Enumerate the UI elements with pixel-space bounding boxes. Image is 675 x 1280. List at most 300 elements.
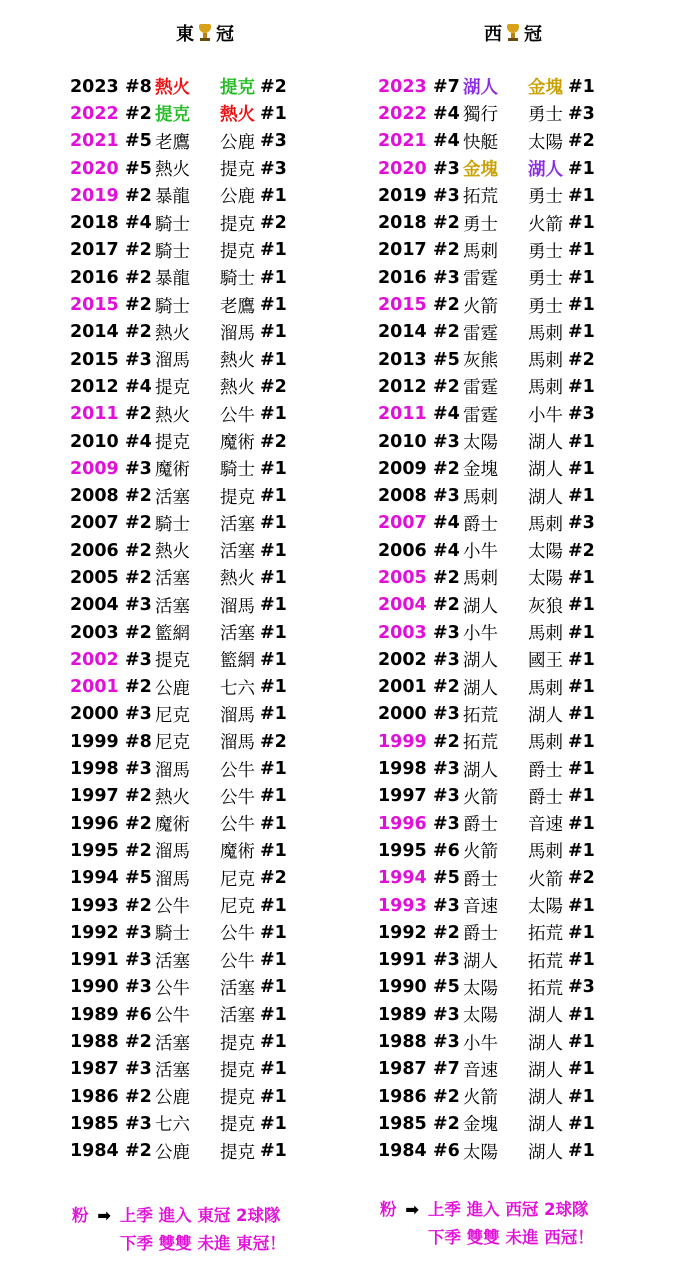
row-team-1: 火箭 — [463, 787, 498, 808]
row-team-2: 太陽 — [528, 569, 563, 590]
row-year: 2010 — [378, 431, 427, 452]
row-year: 1986 — [70, 1086, 119, 1107]
row-rank-2: #1 — [568, 267, 595, 288]
row-year: 1989 — [378, 1004, 427, 1025]
arrow-right-icon: ➡ — [405, 1200, 420, 1219]
row-rank-2: #1 — [568, 759, 595, 780]
row-team-1: 籃網 — [155, 624, 190, 645]
row-team-2: 公牛 — [220, 405, 255, 426]
table-row — [378, 646, 598, 673]
row-team-2: 騎士 — [220, 269, 255, 290]
row-team-1: 公牛 — [155, 897, 190, 918]
row-team-2: 湖人 — [528, 460, 563, 481]
table-row — [378, 564, 598, 591]
row-rank: #2 — [433, 731, 460, 752]
table-row — [70, 619, 290, 646]
row-rank: #3 — [433, 267, 460, 288]
row-rank: #2 — [125, 322, 152, 343]
table-row — [378, 237, 598, 264]
row-rank-2: #1 — [260, 677, 287, 698]
row-team-2: 勇士 — [528, 269, 563, 290]
table-row — [70, 455, 290, 482]
table-row — [70, 592, 290, 619]
row-team-2: 拓荒 — [528, 978, 563, 999]
row-year: 2000 — [378, 704, 427, 725]
row-team-1: 魔術 — [155, 460, 190, 481]
row-team-1: 提克 — [155, 378, 190, 399]
row-rank-2: #1 — [568, 786, 595, 807]
table-row — [70, 755, 290, 782]
row-year: 2022 — [378, 103, 427, 124]
row-team-2: 老鷹 — [220, 296, 255, 317]
table-row — [378, 810, 598, 837]
row-rank-2: #1 — [260, 1086, 287, 1107]
row-rank: #2 — [433, 677, 460, 698]
row-team-1: 熱火 — [155, 405, 190, 426]
row-year: 2005 — [378, 567, 427, 588]
row-year: 1992 — [378, 922, 427, 943]
row-team-2: 拓荒 — [528, 924, 563, 945]
row-team-1: 湖人 — [463, 760, 498, 781]
row-rank: #2 — [125, 840, 152, 861]
row-team-2: 火箭 — [528, 214, 563, 235]
row-team-1: 活塞 — [155, 569, 190, 590]
row-team-1: 小牛 — [463, 1033, 498, 1054]
table-row — [70, 264, 290, 291]
row-team-1: 火箭 — [463, 1088, 498, 1109]
row-year: 2005 — [70, 567, 119, 588]
table-row — [70, 1110, 290, 1137]
row-team-1: 公鹿 — [155, 1142, 190, 1163]
row-team-1: 活塞 — [155, 951, 190, 972]
table-row — [378, 701, 598, 728]
row-team-2: 公牛 — [220, 760, 255, 781]
row-rank: #3 — [433, 622, 460, 643]
row-year: 1984 — [70, 1141, 119, 1162]
row-team-1: 提克 — [155, 651, 190, 672]
row-team-1: 湖人 — [463, 651, 498, 672]
row-team-1: 馬刺 — [463, 241, 498, 262]
row-rank: #2 — [125, 1141, 152, 1162]
table-row — [378, 1110, 598, 1137]
row-team-2: 提克 — [220, 214, 255, 235]
row-rank-2: #2 — [260, 731, 287, 752]
row-team-2: 馬刺 — [528, 514, 563, 535]
row-team-2: 爵士 — [528, 760, 563, 781]
table-row — [378, 947, 598, 974]
row-rank-2: #1 — [260, 649, 287, 670]
row-year: 2003 — [378, 622, 427, 643]
row-rank-2: #1 — [260, 950, 287, 971]
row-team-2: 提克 — [220, 160, 255, 181]
row-team-1: 小牛 — [463, 542, 498, 563]
west-footnote-line1 — [380, 1196, 589, 1220]
row-team-2: 魔術 — [220, 842, 255, 863]
table-row — [70, 1001, 290, 1028]
table-row — [70, 564, 290, 591]
row-year: 2014 — [70, 322, 119, 343]
row-rank: #3 — [125, 1059, 152, 1080]
row-team-1: 拓荒 — [463, 733, 498, 754]
row-team-1: 溜馬 — [155, 869, 190, 890]
row-team-1: 公牛 — [155, 1006, 190, 1027]
table-row — [70, 646, 290, 673]
table-row — [378, 264, 598, 291]
row-rank-2: #2 — [260, 213, 287, 234]
row-team-1: 湖人 — [463, 78, 498, 99]
row-year: 1997 — [378, 786, 427, 807]
row-team-2: 溜馬 — [220, 733, 255, 754]
row-year: 2010 — [70, 431, 119, 452]
row-team-1: 活塞 — [155, 487, 190, 508]
table-row — [70, 919, 290, 946]
row-team-1: 熱火 — [155, 787, 190, 808]
table-row — [378, 919, 598, 946]
row-rank: #8 — [125, 76, 152, 97]
row-year: 1988 — [70, 1032, 119, 1053]
row-rank: #2 — [125, 813, 152, 834]
row-rank-2: #1 — [568, 1059, 595, 1080]
row-rank-2: #1 — [260, 622, 287, 643]
row-team-1: 拓荒 — [463, 187, 498, 208]
row-rank-2: #1 — [260, 1032, 287, 1053]
row-team-1: 公牛 — [155, 978, 190, 999]
row-team-1: 快艇 — [463, 132, 498, 153]
row-rank-2: #3 — [568, 404, 595, 425]
row-team-1: 湖人 — [463, 596, 498, 617]
row-rank-2: #1 — [260, 103, 287, 124]
row-team-2: 籃網 — [220, 651, 255, 672]
row-team-2: 太陽 — [528, 542, 563, 563]
row-rank-2: #2 — [568, 349, 595, 370]
row-team-2: 湖人 — [528, 1033, 563, 1054]
row-rank: #8 — [125, 731, 152, 752]
row-rank-2: #1 — [568, 158, 595, 179]
row-team-2: 公牛 — [220, 787, 255, 808]
row-year: 1995 — [378, 840, 427, 861]
row-year: 2017 — [378, 240, 427, 261]
table-row — [70, 209, 290, 236]
row-year: 2016 — [70, 267, 119, 288]
row-year: 1987 — [378, 1059, 427, 1080]
row-year: 1998 — [378, 759, 427, 780]
row-rank-2: #2 — [568, 540, 595, 561]
row-rank: #3 — [433, 649, 460, 670]
row-rank: #3 — [433, 704, 460, 725]
row-rank-2: #1 — [568, 1141, 595, 1162]
table-row — [378, 373, 598, 400]
row-team-2: 國王 — [528, 651, 563, 672]
row-year: 1987 — [70, 1059, 119, 1080]
table-row — [70, 783, 290, 810]
row-team-2: 熱火 — [220, 351, 255, 372]
table-row — [378, 728, 598, 755]
row-rank: #6 — [125, 1004, 152, 1025]
table-row — [70, 947, 290, 974]
row-rank-2: #1 — [568, 895, 595, 916]
row-team-1: 魔術 — [155, 815, 190, 836]
table-row — [70, 1056, 290, 1083]
table-row — [378, 482, 598, 509]
row-year: 1990 — [378, 977, 427, 998]
row-year: 1994 — [378, 868, 427, 889]
table-row — [70, 810, 290, 837]
row-rank-2: #1 — [260, 786, 287, 807]
row-rank: #2 — [125, 1032, 152, 1053]
table-row — [378, 128, 598, 155]
row-team-2: 熱火 — [220, 378, 255, 399]
row-rank-2: #1 — [260, 322, 287, 343]
row-team-2: 溜馬 — [220, 323, 255, 344]
row-rank: #2 — [125, 185, 152, 206]
row-rank-2: #3 — [260, 158, 287, 179]
row-team-1: 騎士 — [155, 214, 190, 235]
table-row — [70, 1028, 290, 1055]
row-rank: #3 — [433, 759, 460, 780]
table-row — [70, 428, 290, 455]
row-team-1: 爵士 — [463, 514, 498, 535]
row-team-2: 溜馬 — [220, 596, 255, 617]
row-rank-2: #1 — [568, 322, 595, 343]
row-rank: #2 — [433, 295, 460, 316]
row-rank-2: #1 — [260, 540, 287, 561]
row-rank-2: #1 — [568, 595, 595, 616]
row-team-2: 提克 — [220, 241, 255, 262]
row-rank-2: #1 — [568, 1004, 595, 1025]
row-team-1: 太陽 — [463, 1006, 498, 1027]
row-rank-2: #2 — [568, 868, 595, 889]
row-team-2: 提克 — [220, 1060, 255, 1081]
row-team-2: 熱火 — [220, 569, 255, 590]
row-rank: #2 — [125, 677, 152, 698]
row-team-2: 湖人 — [528, 487, 563, 508]
west-title-right: 冠 — [524, 24, 542, 45]
row-team-1: 溜馬 — [155, 760, 190, 781]
row-team-1: 拓荒 — [463, 705, 498, 726]
row-rank: #4 — [125, 213, 152, 234]
table-row — [378, 1001, 598, 1028]
row-year: 2001 — [70, 677, 119, 698]
row-team-1: 音速 — [463, 1060, 498, 1081]
table-row — [378, 619, 598, 646]
row-team-2: 溜馬 — [220, 705, 255, 726]
row-team-1: 獨行 — [463, 105, 498, 126]
row-rank-2: #1 — [260, 840, 287, 861]
row-rank: #6 — [433, 840, 460, 861]
table-row — [378, 1056, 598, 1083]
row-year: 2006 — [378, 540, 427, 561]
row-rank-2: #1 — [260, 1113, 287, 1134]
row-year: 2008 — [70, 486, 119, 507]
row-year: 2012 — [378, 376, 427, 397]
row-rank-2: #1 — [568, 950, 595, 971]
row-team-2: 爵士 — [528, 787, 563, 808]
row-team-2: 活塞 — [220, 542, 255, 563]
row-year: 1999 — [70, 731, 119, 752]
table-row — [378, 592, 598, 619]
row-team-1: 公鹿 — [155, 1088, 190, 1109]
row-year: 2018 — [378, 213, 427, 234]
row-team-1: 雷霆 — [463, 405, 498, 426]
row-team-2: 活塞 — [220, 624, 255, 645]
row-team-2: 尼克 — [220, 897, 255, 918]
table-row — [70, 892, 290, 919]
row-team-2: 尼克 — [220, 869, 255, 890]
row-rank-2: #3 — [568, 977, 595, 998]
row-year: 1996 — [378, 813, 427, 834]
row-team-2: 湖人 — [528, 705, 563, 726]
row-team-1: 溜馬 — [155, 842, 190, 863]
table-row — [70, 1138, 290, 1165]
row-team-1: 太陽 — [463, 978, 498, 999]
row-rank: #2 — [125, 267, 152, 288]
row-rank-2: #1 — [260, 704, 287, 725]
row-rank-2: #1 — [568, 1032, 595, 1053]
row-rank: #2 — [433, 595, 460, 616]
row-rank: #3 — [433, 1032, 460, 1053]
row-year: 1993 — [70, 895, 119, 916]
row-year: 2020 — [378, 158, 427, 179]
row-rank: #3 — [433, 813, 460, 834]
row-team-1: 熱火 — [155, 542, 190, 563]
row-rank-2: #1 — [260, 595, 287, 616]
footnote-key: 粉 — [380, 1200, 397, 1219]
table-row — [70, 100, 290, 127]
row-year: 2021 — [70, 131, 119, 152]
row-rank-2: #1 — [568, 458, 595, 479]
row-team-2: 提克 — [220, 487, 255, 508]
row-team-2: 魔術 — [220, 433, 255, 453]
row-year: 1985 — [70, 1113, 119, 1134]
row-team-1: 公鹿 — [155, 678, 190, 699]
table-row — [70, 319, 290, 346]
row-rank: #2 — [125, 622, 152, 643]
row-team-1: 太陽 — [463, 433, 498, 453]
row-rank: #2 — [125, 240, 152, 261]
row-team-2: 馬刺 — [528, 351, 563, 372]
east-title-right: 冠 — [216, 24, 234, 45]
row-team-1: 小牛 — [463, 624, 498, 645]
row-rank: #7 — [433, 1059, 460, 1080]
row-year: 2017 — [70, 240, 119, 261]
row-team-1: 音速 — [463, 897, 498, 918]
row-rank-2: #1 — [568, 677, 595, 698]
row-year: 1989 — [70, 1004, 119, 1025]
row-team-1: 太陽 — [463, 1142, 498, 1163]
row-rank: #5 — [125, 868, 152, 889]
row-rank: #3 — [433, 950, 460, 971]
row-rank-2: #1 — [568, 567, 595, 588]
row-team-1: 騎士 — [155, 514, 190, 535]
row-rank-2: #1 — [260, 977, 287, 998]
row-year: 2001 — [378, 677, 427, 698]
trophy-icon — [506, 23, 520, 43]
row-team-1: 騎士 — [155, 924, 190, 945]
row-team-2: 音速 — [528, 815, 563, 836]
row-team-2: 活塞 — [220, 978, 255, 999]
table-row — [378, 510, 598, 537]
row-rank-2: #1 — [568, 731, 595, 752]
row-year: 1985 — [378, 1113, 427, 1134]
row-rank-2: #1 — [568, 840, 595, 861]
row-rank: #4 — [125, 376, 152, 397]
row-rank: #3 — [125, 704, 152, 725]
table-row — [378, 346, 598, 373]
row-team-1: 金塊 — [463, 1115, 498, 1136]
row-rank-2: #1 — [260, 1141, 287, 1162]
row-year: 2012 — [70, 376, 119, 397]
row-rank: #2 — [433, 322, 460, 343]
row-rank: #2 — [125, 103, 152, 124]
row-team-2: 灰狼 — [528, 596, 563, 617]
row-team-2: 勇士 — [528, 296, 563, 317]
row-rank: #2 — [433, 376, 460, 397]
east-footnote-line2: 下季 雙雙 未進 東冠！ — [120, 1234, 286, 1253]
row-rank-2: #1 — [260, 895, 287, 916]
row-team-1: 尼克 — [155, 733, 190, 754]
table-row — [70, 155, 290, 182]
row-team-2: 提克 — [220, 1115, 255, 1136]
table-row — [378, 428, 598, 455]
table-row — [70, 128, 290, 155]
row-rank-2: #1 — [260, 1004, 287, 1025]
table-row — [378, 755, 598, 782]
row-team-1: 爵士 — [463, 869, 498, 890]
row-team-1: 七六 — [155, 1115, 190, 1136]
row-team-2: 湖人 — [528, 160, 563, 181]
table-row — [70, 974, 290, 1001]
row-year: 2016 — [378, 267, 427, 288]
row-rank-2: #1 — [260, 185, 287, 206]
row-year: 1995 — [70, 840, 119, 861]
row-rank-2: #1 — [260, 1059, 287, 1080]
table-row — [70, 674, 290, 701]
row-rank-2: #1 — [568, 922, 595, 943]
row-rank-2: #1 — [260, 349, 287, 370]
footnote-key: 粉 — [72, 1206, 89, 1225]
row-team-1: 騎士 — [155, 296, 190, 317]
row-rank: #4 — [433, 103, 460, 124]
table-row — [70, 701, 290, 728]
row-year: 2022 — [70, 103, 119, 124]
row-year: 2023 — [378, 76, 427, 97]
table-row — [378, 674, 598, 701]
east-heading — [176, 20, 234, 46]
row-team-2: 提克 — [220, 1033, 255, 1054]
row-team-2: 湖人 — [528, 1006, 563, 1027]
row-rank-2: #1 — [260, 267, 287, 288]
row-rank: #5 — [125, 131, 152, 152]
table-row — [378, 455, 598, 482]
row-year: 2021 — [378, 131, 427, 152]
row-team-1: 雷霆 — [463, 378, 498, 399]
row-rank-2: #1 — [260, 567, 287, 588]
table-row — [70, 865, 290, 892]
row-rank: #5 — [433, 868, 460, 889]
table-row — [378, 100, 598, 127]
row-rank-2: #1 — [260, 486, 287, 507]
row-team-1: 提克 — [155, 433, 190, 453]
row-rank-2: #1 — [568, 76, 595, 97]
row-rank-2: #1 — [568, 704, 595, 725]
footnote-text: 上季 進入 西冠 2球隊 — [427, 1200, 589, 1219]
row-rank-2: #1 — [568, 1086, 595, 1107]
row-team-2: 金塊 — [528, 78, 563, 99]
row-year: 1991 — [378, 950, 427, 971]
row-year: 2007 — [70, 513, 119, 534]
table-row — [378, 892, 598, 919]
row-team-1: 火箭 — [463, 842, 498, 863]
